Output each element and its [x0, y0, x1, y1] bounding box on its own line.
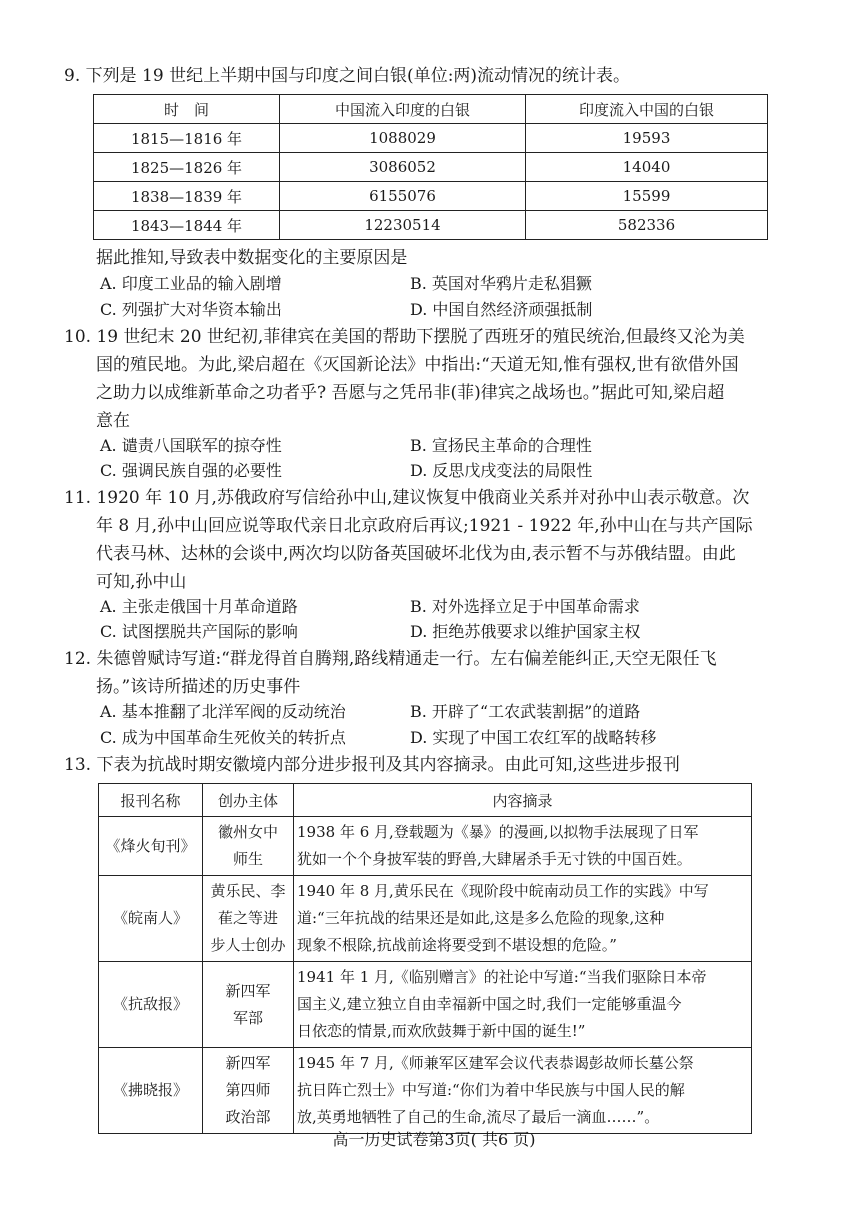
col-china-to-india-header: 中国流入印度的白银	[280, 95, 526, 124]
table-row	[94, 182, 768, 211]
q11-line: 可知,孙中山	[96, 572, 187, 592]
cell-name: 《烽火旬刊》	[99, 817, 203, 876]
cell-content	[294, 962, 752, 1048]
founder-line: 政治部	[225, 1108, 271, 1126]
content-line: 1938 年 6 月,登载题为《暴》的漫画,以拟物手法展现了日军	[297, 823, 699, 841]
q11-option-b: B. 对外选择立足于中国革命需求	[410, 597, 640, 616]
q10-line: 之助力以成维新革命之功者乎? 吾愿与之凭吊非(菲)律宾之战场也。”据此可知,梁启超	[96, 383, 725, 403]
content-line: 犹如一个个身披军装的野兽,大肆屠杀手无寸铁的中国百姓。	[297, 850, 692, 868]
cell-value: 582336	[526, 211, 768, 240]
cell-time: 1825—1826 年	[94, 153, 280, 182]
q10-line: 国的殖民地。为此,梁启超在《灭国新论法》中指出:“天道无知,惟有强权,世有欲借外国	[96, 355, 739, 375]
q10-line: 意在	[96, 411, 130, 431]
col-content-header: 内容摘录	[294, 784, 752, 817]
q13-stem: 13. 下表为抗战时期安徽境内部分进步报刊及其内容摘录。由此可知,这些进步报刊	[64, 755, 680, 775]
q12-option-c: C. 成为中国革命生死攸关的转折点	[100, 728, 346, 747]
q12-option-a: A. 基本推翻了北洋军阀的反动统治	[100, 702, 346, 721]
q10-option-a: A. 谴责八国联军的掠夺性	[100, 436, 282, 455]
cell-content	[294, 1048, 752, 1134]
cell-value: 15599	[526, 182, 768, 211]
q10-option-d: D. 反思戊戌变法的局限性	[410, 461, 593, 480]
table-row	[94, 211, 768, 240]
table-header-row	[94, 95, 768, 124]
founder-line: 徽州女中	[217, 823, 278, 841]
table-row	[99, 817, 752, 876]
cell-founder	[203, 817, 294, 876]
col-founder-header: 创办主体	[203, 784, 294, 817]
q12-option-d: D. 实现了中国工农红军的战略转移	[410, 728, 657, 747]
cell-value: 6155076	[280, 182, 526, 211]
q11-option-c: C. 试图摆脱共产国际的影响	[100, 622, 298, 641]
q9-option-d: D. 中国自然经济顽强抵制	[410, 300, 593, 319]
q10-option-c: C. 强调民族自强的必要性	[100, 461, 282, 480]
content-line: 放,英勇地牺牲了自己的生命,流尽了最后一滴血……”。	[297, 1108, 660, 1126]
cell-value: 14040	[526, 153, 768, 182]
founder-line: 步人士创办	[210, 936, 286, 954]
cell-content	[294, 876, 752, 962]
cell-value: 3086052	[280, 153, 526, 182]
founder-line: 第四师	[225, 1081, 271, 1099]
q9-option-b: B. 英国对华鸦片走私猖獗	[410, 274, 592, 293]
cell-name: 《抗敌报》	[99, 962, 203, 1048]
q11-line: 11. 1920 年 10 月,苏俄政府写信给孙中山,建议恢复中俄商业关系并对孙中山表示敬意。次	[64, 488, 750, 508]
cell-value: 12230514	[280, 211, 526, 240]
silver-flow-table	[93, 94, 768, 240]
founder-line: 师生	[232, 850, 263, 868]
col-name-header: 报刊名称	[99, 784, 203, 817]
founder-line: 新四军	[225, 1054, 271, 1072]
q9-option-a: A. 印度工业品的输入剧增	[100, 274, 282, 293]
content-line: 国主义,建立独立自由幸福新中国之时,我们一定能够重温今	[297, 995, 682, 1013]
cell-name: 《拂晓报》	[99, 1048, 203, 1134]
content-line: 抗日阵亡烈士》中写道:“你们为着中华民族与中国人民的解	[297, 1081, 685, 1099]
q10-line: 10. 19 世纪末 20 世纪初,菲律宾在美国的帮助下摆脱了西班牙的殖民统治,但最终又沦为美	[64, 327, 745, 347]
cell-founder	[203, 876, 294, 962]
founder-line: 黄乐民、李	[210, 882, 286, 900]
founder-line: 军部	[232, 1008, 263, 1027]
founder-line: 新四军	[225, 981, 271, 1000]
q11-option-d: D. 拒绝苏俄要求以维护国家主权	[410, 622, 641, 641]
content-line: 日依恋的情景,而欢欣鼓舞于新中国的诞生!”	[297, 1022, 586, 1040]
table-row	[99, 962, 752, 1048]
content-line: 1940 年 8 月,黄乐民在《现阶段中皖南动员工作的实践》中写	[297, 882, 709, 900]
cell-time: 1815—1816 年	[94, 124, 280, 153]
cell-value: 1088029	[280, 124, 526, 153]
content-line: 1941 年 1 月,《临别赠言》的社论中写道:“当我们驱除日本帝	[297, 968, 707, 986]
q12-line: 扬。”该诗所描述的历史事件	[96, 677, 301, 697]
q11-option-a: A. 主张走俄国十月革命道路	[100, 597, 298, 616]
q12-line: 12. 朱德曾赋诗写道:“群龙得首自腾翔,路线精通走一行。左右偏差能纠正,天空无限任飞	[64, 649, 717, 669]
q11-line: 代表马林、达林的会谈中,两次均以防备英国破坏北伐为由,表示暂不与苏俄结盟。由此	[96, 544, 736, 564]
content-line: 道:“三年抗战的结果还是如此,这是多么危险的现象,这种	[297, 909, 665, 927]
q9-stem: 9. 下列是 19 世纪上半期中国与印度之间白银(单位:两)流动情况的统计表。	[64, 66, 631, 86]
table-row	[94, 124, 768, 153]
cell-content	[294, 817, 752, 876]
q9-option-c: C. 列强扩大对华资本输出	[100, 300, 282, 319]
q12-option-b: B. 开辟了“工农武装割据”的道路	[410, 702, 641, 721]
content-line: 1945 年 7 月,《师兼军区建军会议代表恭谒彭故师长墓公祭	[297, 1054, 694, 1072]
newspaper-table	[98, 783, 752, 1134]
content-line: 现象不根除,抗战前途将要受到不堪设想的危险。”	[297, 936, 617, 954]
q10-option-b: B. 宣扬民主革命的合理性	[410, 436, 592, 455]
cell-name: 《皖南人》	[99, 876, 203, 962]
table-row	[99, 876, 752, 962]
cell-founder	[203, 1048, 294, 1134]
col-time-header: 时 间	[94, 95, 280, 124]
cell-time: 1838—1839 年	[94, 182, 280, 211]
table-row	[99, 1048, 752, 1134]
page-footer: 高一历史试卷第3页( 共6 页)	[332, 1130, 536, 1149]
cell-time: 1843—1844 年	[94, 211, 280, 240]
table-row	[94, 153, 768, 182]
founder-line: 萑之等进	[217, 909, 278, 927]
table-header-row	[99, 784, 752, 817]
col-india-to-china-header: 印度流入中国的白银	[526, 95, 768, 124]
q9-question: 据此推知,导致表中数据变化的主要原因是	[96, 248, 408, 268]
q11-line: 年 8 月,孙中山回应说等取代亲日北京政府后再议;1921 - 1922 年,孙中山在与共产国际	[96, 516, 753, 536]
cell-value: 19593	[526, 124, 768, 153]
cell-founder	[203, 962, 294, 1048]
